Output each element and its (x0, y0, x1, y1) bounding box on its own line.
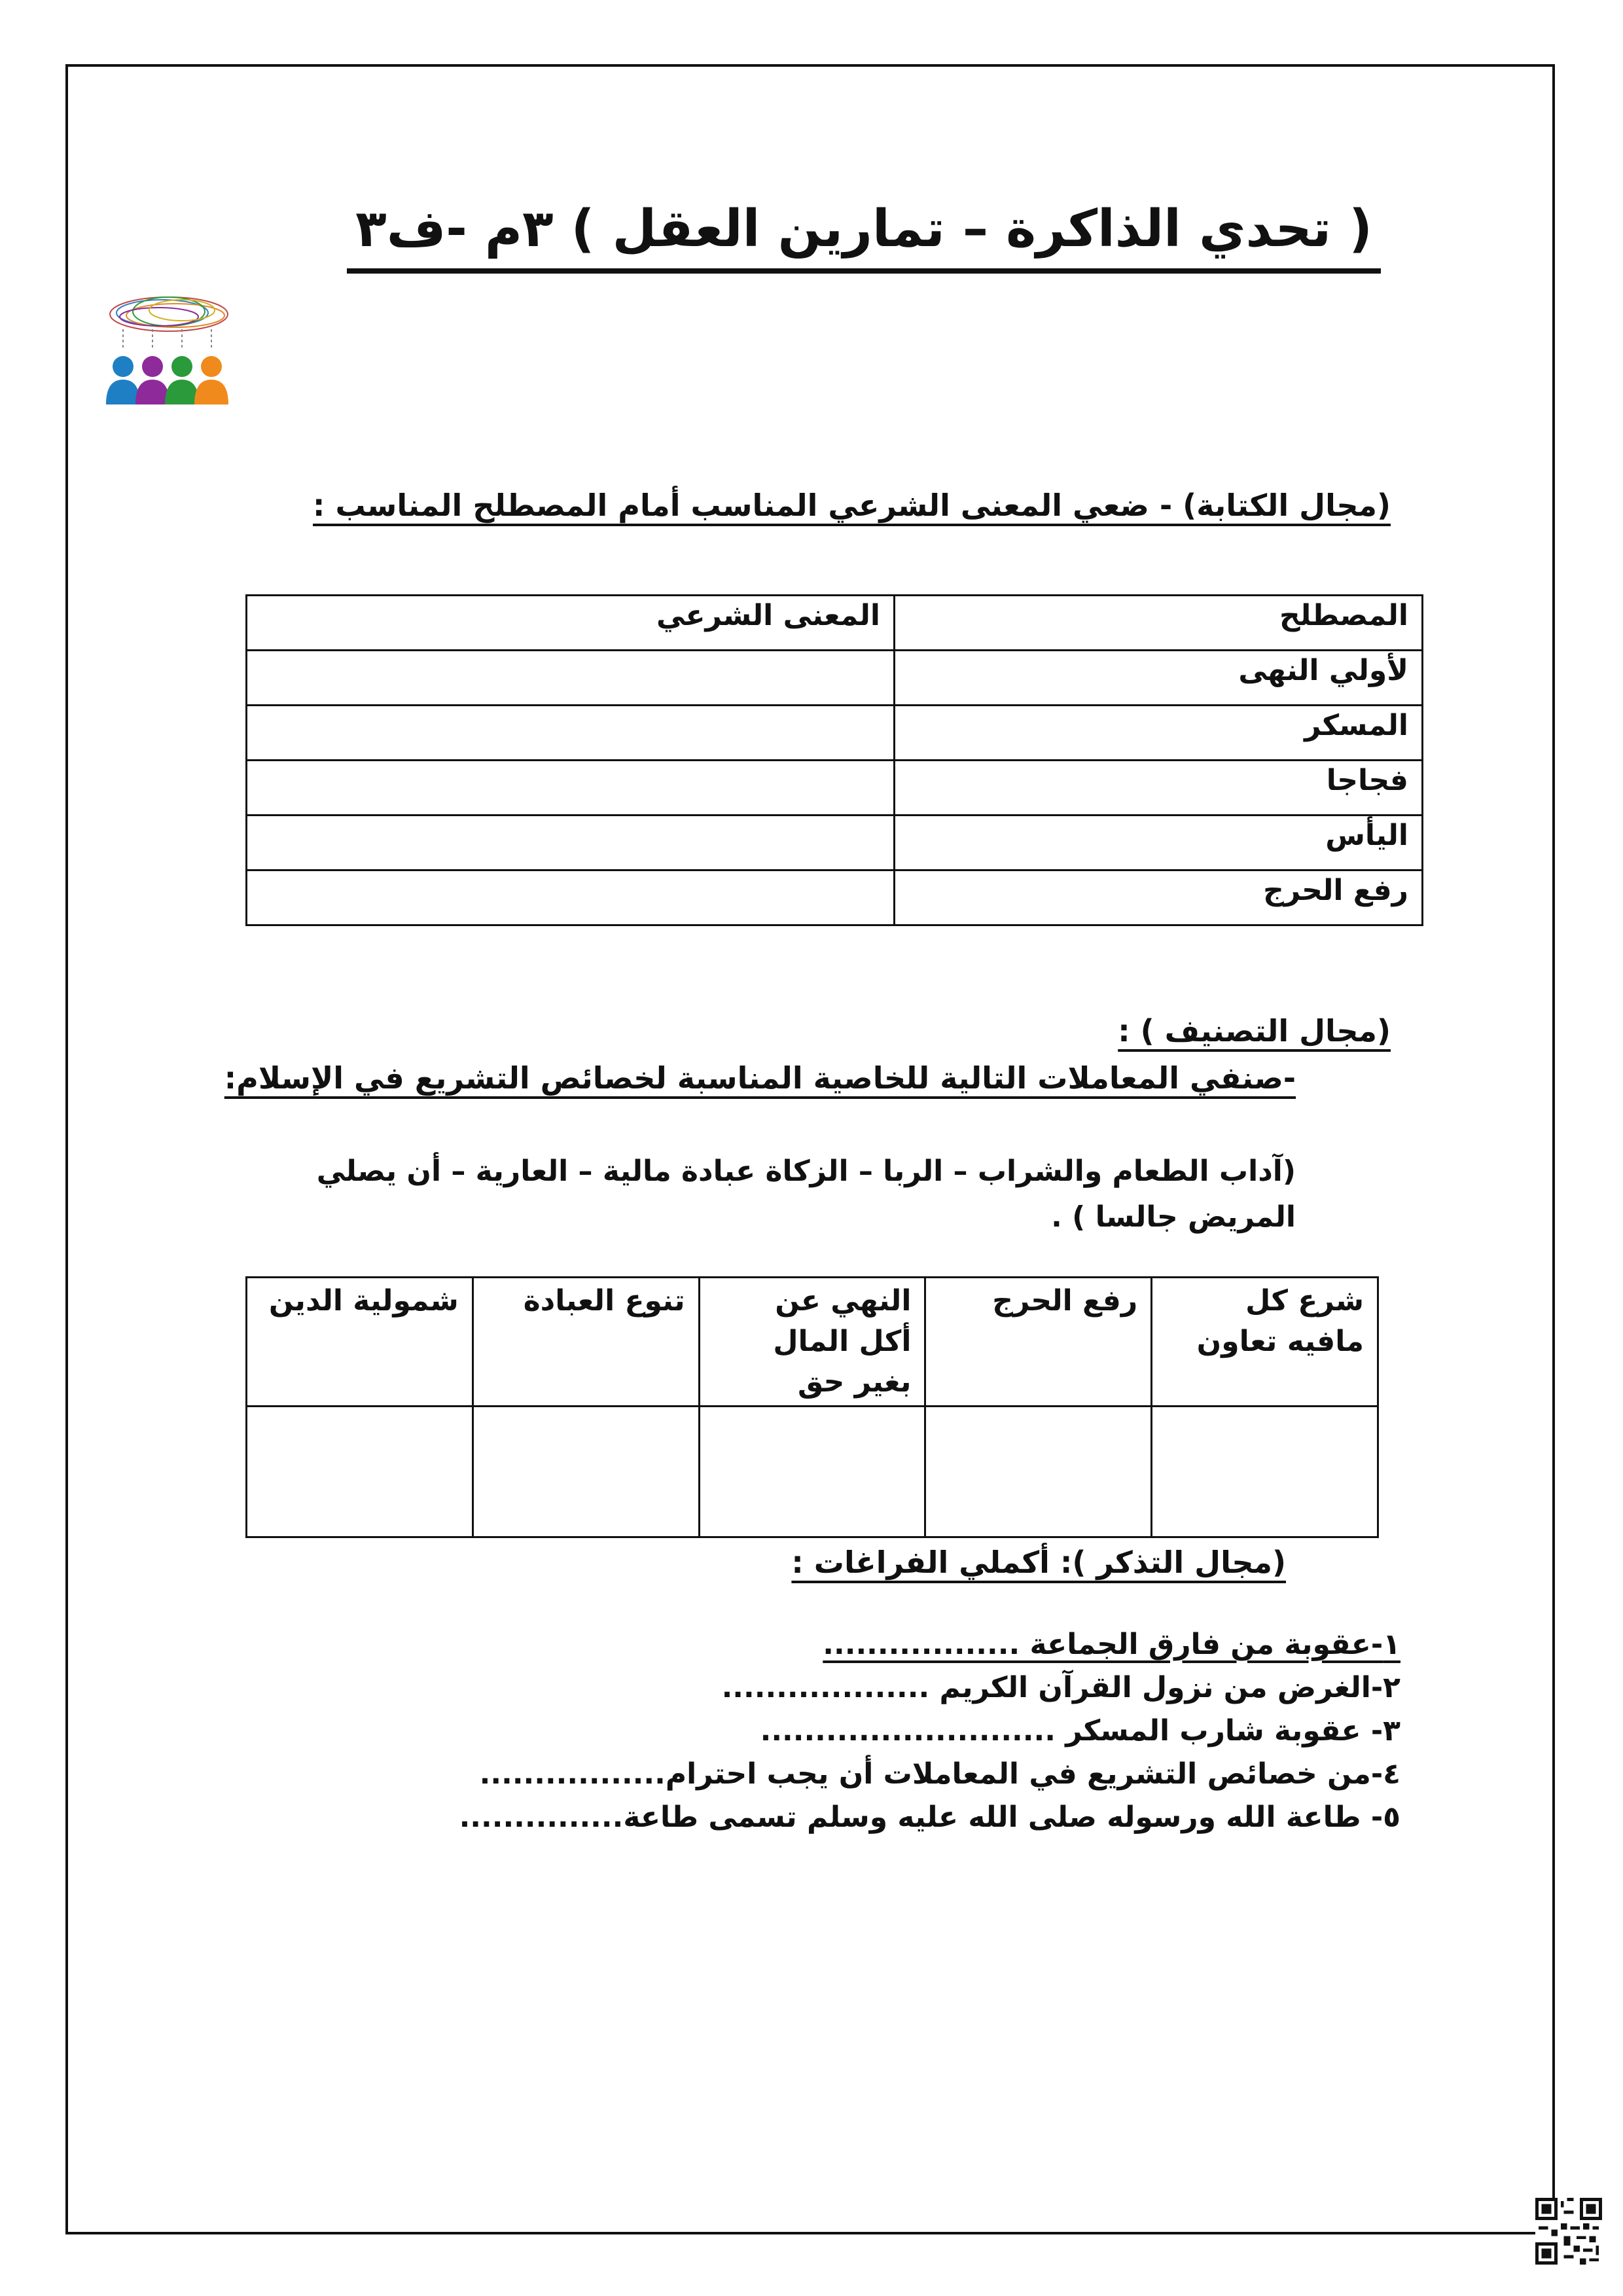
meaning-answer-cell[interactable] (247, 870, 895, 925)
qr-code-icon (1535, 2198, 1602, 2265)
column-header: شمولية الدين (247, 1278, 473, 1407)
page-title: ( تحدي الذاكرة – تمارين العقل ) ٣م -ف٣ (347, 190, 1381, 274)
term-cell: فجاجا (895, 761, 1423, 816)
column-header: رفع الحرج (925, 1278, 1152, 1407)
meaning-answer-cell[interactable] (247, 816, 895, 870)
column-header: تنوع العبادة (473, 1278, 699, 1407)
answer-cell[interactable] (473, 1407, 699, 1537)
column-header: شرع كل مافيه تعاون (1152, 1278, 1378, 1407)
term-cell: اليأس (895, 816, 1423, 870)
classification-instruction: -صنفي المعاملات التالية للخاصية المناسبة لخصائص التشريع في الإسلام: (224, 1060, 1296, 1096)
classification-items: (آداب الطعام والشراب – الربا – الزكاة عبادة مالية – العارية – أن يصلي المريض جالسا ) . (316, 1155, 1296, 1234)
terms-table (245, 594, 1423, 926)
answer-cell[interactable] (925, 1407, 1152, 1537)
meaning-answer-cell[interactable] (247, 706, 895, 761)
answer-cell[interactable] (1152, 1407, 1378, 1537)
fill-in-list (459, 1623, 1400, 1839)
table-row (247, 816, 1423, 870)
recall-section-heading: (مجال التذكر ): أكملي الفراغات : (791, 1545, 1286, 1580)
term-cell: رفع الحرج (895, 870, 1423, 925)
writing-section-heading: (مجال الكتابة) - ضعي المعنى الشرعي المناسب أمام المصطلح المناسب : (313, 488, 1391, 523)
list-item[interactable]: ٢-الغرض من نزول القرآن الكريم ................... (721, 1671, 1400, 1704)
classification-section-heading: (مجال التصنيف ) : (1118, 1013, 1391, 1049)
table-row (247, 651, 1423, 706)
column-header: النهي عن أكل المال بغير حق (699, 1278, 925, 1407)
list-item[interactable]: ٣- عقوبة شارب المسكر ........................... (760, 1714, 1400, 1748)
term-cell: المسكر (895, 706, 1423, 761)
meaning-answer-cell[interactable] (247, 761, 895, 816)
term-cell: لأولي النهى (895, 651, 1423, 706)
table-header-row (247, 596, 1423, 651)
table-row (247, 706, 1423, 761)
header-term: المصطلح (895, 596, 1423, 651)
list-item[interactable]: ٤-من خصائص التشريع في المعاملات أن يجب احترام................. (479, 1757, 1400, 1791)
header-meaning: المعنى الشرعي (247, 596, 895, 651)
table-row (247, 1407, 1378, 1537)
table-row (247, 870, 1423, 925)
table-row (247, 761, 1423, 816)
list-item[interactable]: ٥- طاعة الله ورسوله صلى الله عليه وسلم تسمى طاعة............... (459, 1801, 1400, 1834)
meaning-answer-cell[interactable] (247, 651, 895, 706)
list-item[interactable]: ١-عقوبة من فارق الجماعة .................. (823, 1628, 1400, 1661)
table-header-row (247, 1278, 1378, 1407)
classification-table (245, 1276, 1379, 1538)
brainstorm-people-icon (97, 293, 241, 418)
answer-cell[interactable] (699, 1407, 925, 1537)
answer-cell[interactable] (247, 1407, 473, 1537)
